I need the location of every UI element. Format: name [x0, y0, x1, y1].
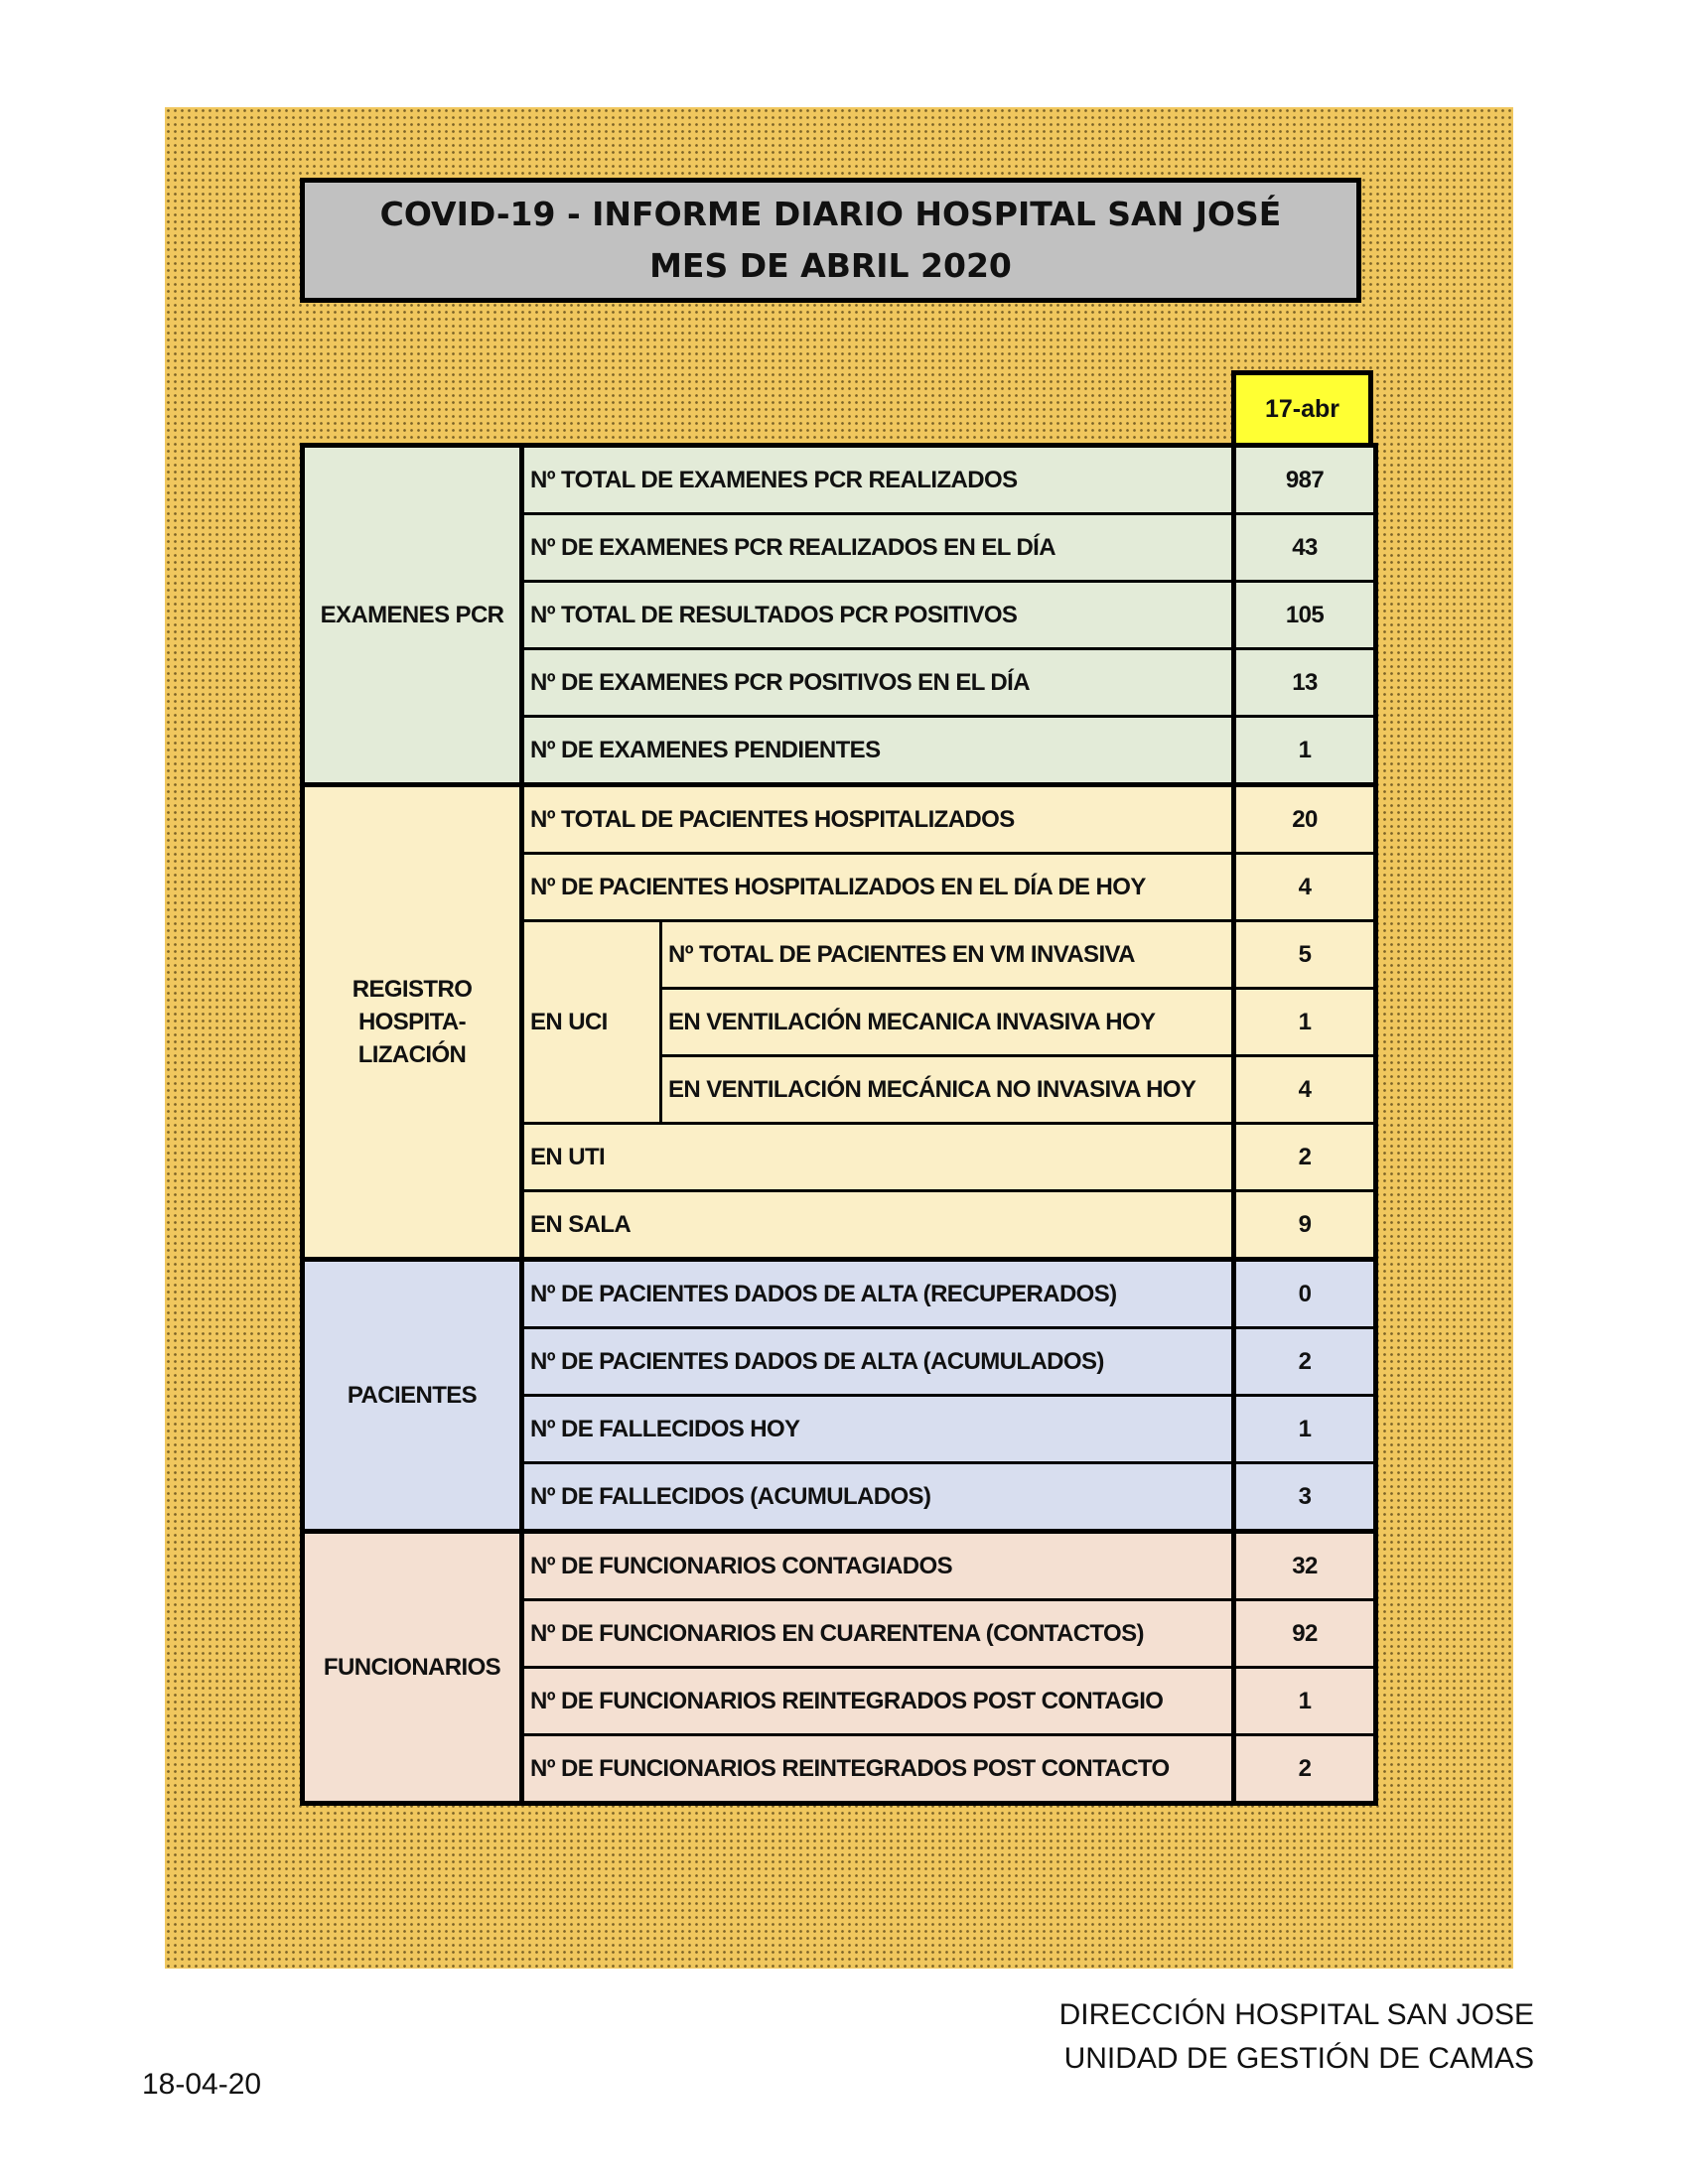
section-label-pacientes: PACIENTES	[303, 1260, 522, 1532]
row-label: Nº DE EXAMENES PENDIENTES	[522, 717, 1234, 785]
table-row	[303, 785, 1376, 854]
row-value: 32	[1234, 1532, 1376, 1600]
table-row	[303, 1260, 1376, 1328]
row-value: 5	[1234, 921, 1376, 989]
row-label: Nº TOTAL DE EXAMENES PCR REALIZADOS	[522, 446, 1234, 514]
row-label: EN UTI	[522, 1124, 1234, 1191]
row-value: 105	[1234, 582, 1376, 649]
row-value: 1	[1234, 1396, 1376, 1463]
row-value: 0	[1234, 1260, 1376, 1328]
row-label: Nº TOTAL DE PACIENTES EN VM INVASIVA	[661, 921, 1234, 989]
row-value: 1	[1234, 989, 1376, 1056]
row-label: EN VENTILACIÓN MECANICA INVASIVA HOY	[661, 989, 1234, 1056]
row-label: Nº DE EXAMENES PCR POSITIVOS EN EL DÍA	[522, 649, 1234, 717]
row-label: Nº TOTAL DE RESULTADOS PCR POSITIVOS	[522, 582, 1234, 649]
row-label: Nº DE FALLECIDOS (ACUMULADOS)	[522, 1463, 1234, 1532]
row-label: Nº DE FUNCIONARIOS EN CUARENTENA (CONTACTOS)	[522, 1600, 1234, 1668]
row-value: 2	[1234, 1124, 1376, 1191]
section-label-line: REGISTRO	[352, 976, 473, 1003]
section-label-funcionarios: FUNCIONARIOS	[303, 1532, 522, 1804]
row-label: Nº DE FALLECIDOS HOY	[522, 1396, 1234, 1463]
row-value: 4	[1234, 1056, 1376, 1124]
row-label: Nº TOTAL DE PACIENTES HOSPITALIZADOS	[522, 785, 1234, 854]
footer-line-2: UNIDAD DE GESTIÓN DE CAMAS	[1063, 2042, 1534, 2075]
row-label: Nº DE FUNCIONARIOS REINTEGRADOS POST CONTAGIO	[522, 1668, 1234, 1735]
row-value: 987	[1234, 446, 1376, 514]
footer-date: 18-04-20	[142, 2068, 262, 2101]
row-label: Nº DE EXAMENES PCR REALIZADOS EN EL DÍA	[522, 514, 1234, 582]
row-value: 43	[1234, 514, 1376, 582]
row-label: EN VENTILACIÓN MECÁNICA NO INVASIVA HOY	[661, 1056, 1234, 1124]
report-table	[300, 443, 1378, 1806]
row-label: Nº DE FUNCIONARIOS CONTAGIADOS	[522, 1532, 1234, 1600]
row-value: 9	[1234, 1191, 1376, 1260]
row-value: 4	[1234, 854, 1376, 921]
row-value: 20	[1234, 785, 1376, 854]
section-label-hospitalizacion	[303, 785, 522, 1260]
section-label-line: HOSPITA-	[357, 1009, 467, 1035]
row-label: Nº DE PACIENTES DADOS DE ALTA (ACUMULADOS)	[522, 1328, 1234, 1396]
title-line-1: COVID-19 - INFORME DIARIO HOSPITAL SAN JOSÉ	[379, 195, 1282, 233]
row-label: Nº DE FUNCIONARIOS REINTEGRADOS POST CONTACTO	[522, 1735, 1234, 1804]
section-label-pcr: EXAMENES PCR	[303, 446, 522, 785]
report-panel	[165, 107, 1513, 1969]
row-value: 13	[1234, 649, 1376, 717]
footer-signature	[1059, 1993, 1534, 2081]
table-row	[303, 446, 1376, 514]
row-value: 1	[1234, 1668, 1376, 1735]
row-label: Nº DE PACIENTES DADOS DE ALTA (RECUPERADOS)	[522, 1260, 1234, 1328]
title-line-2: MES DE ABRIL 2020	[649, 246, 1012, 285]
row-value: 2	[1234, 1735, 1376, 1804]
row-value: 3	[1234, 1463, 1376, 1532]
section-label-line: LIZACIÓN	[357, 1041, 467, 1068]
row-label: EN SALA	[522, 1191, 1234, 1260]
row-value: 92	[1234, 1600, 1376, 1668]
row-value: 1	[1234, 717, 1376, 785]
row-value: 2	[1234, 1328, 1376, 1396]
footer-line-1: DIRECCIÓN HOSPITAL SAN JOSE	[1058, 1998, 1534, 2031]
report-title	[300, 178, 1361, 303]
table-row	[303, 1532, 1376, 1600]
date-column-header: 17-abr	[1231, 370, 1373, 443]
uci-label: EN UCI	[522, 921, 661, 1124]
row-label: Nº DE PACIENTES HOSPITALIZADOS EN EL DÍA DE HOY	[522, 854, 1234, 921]
